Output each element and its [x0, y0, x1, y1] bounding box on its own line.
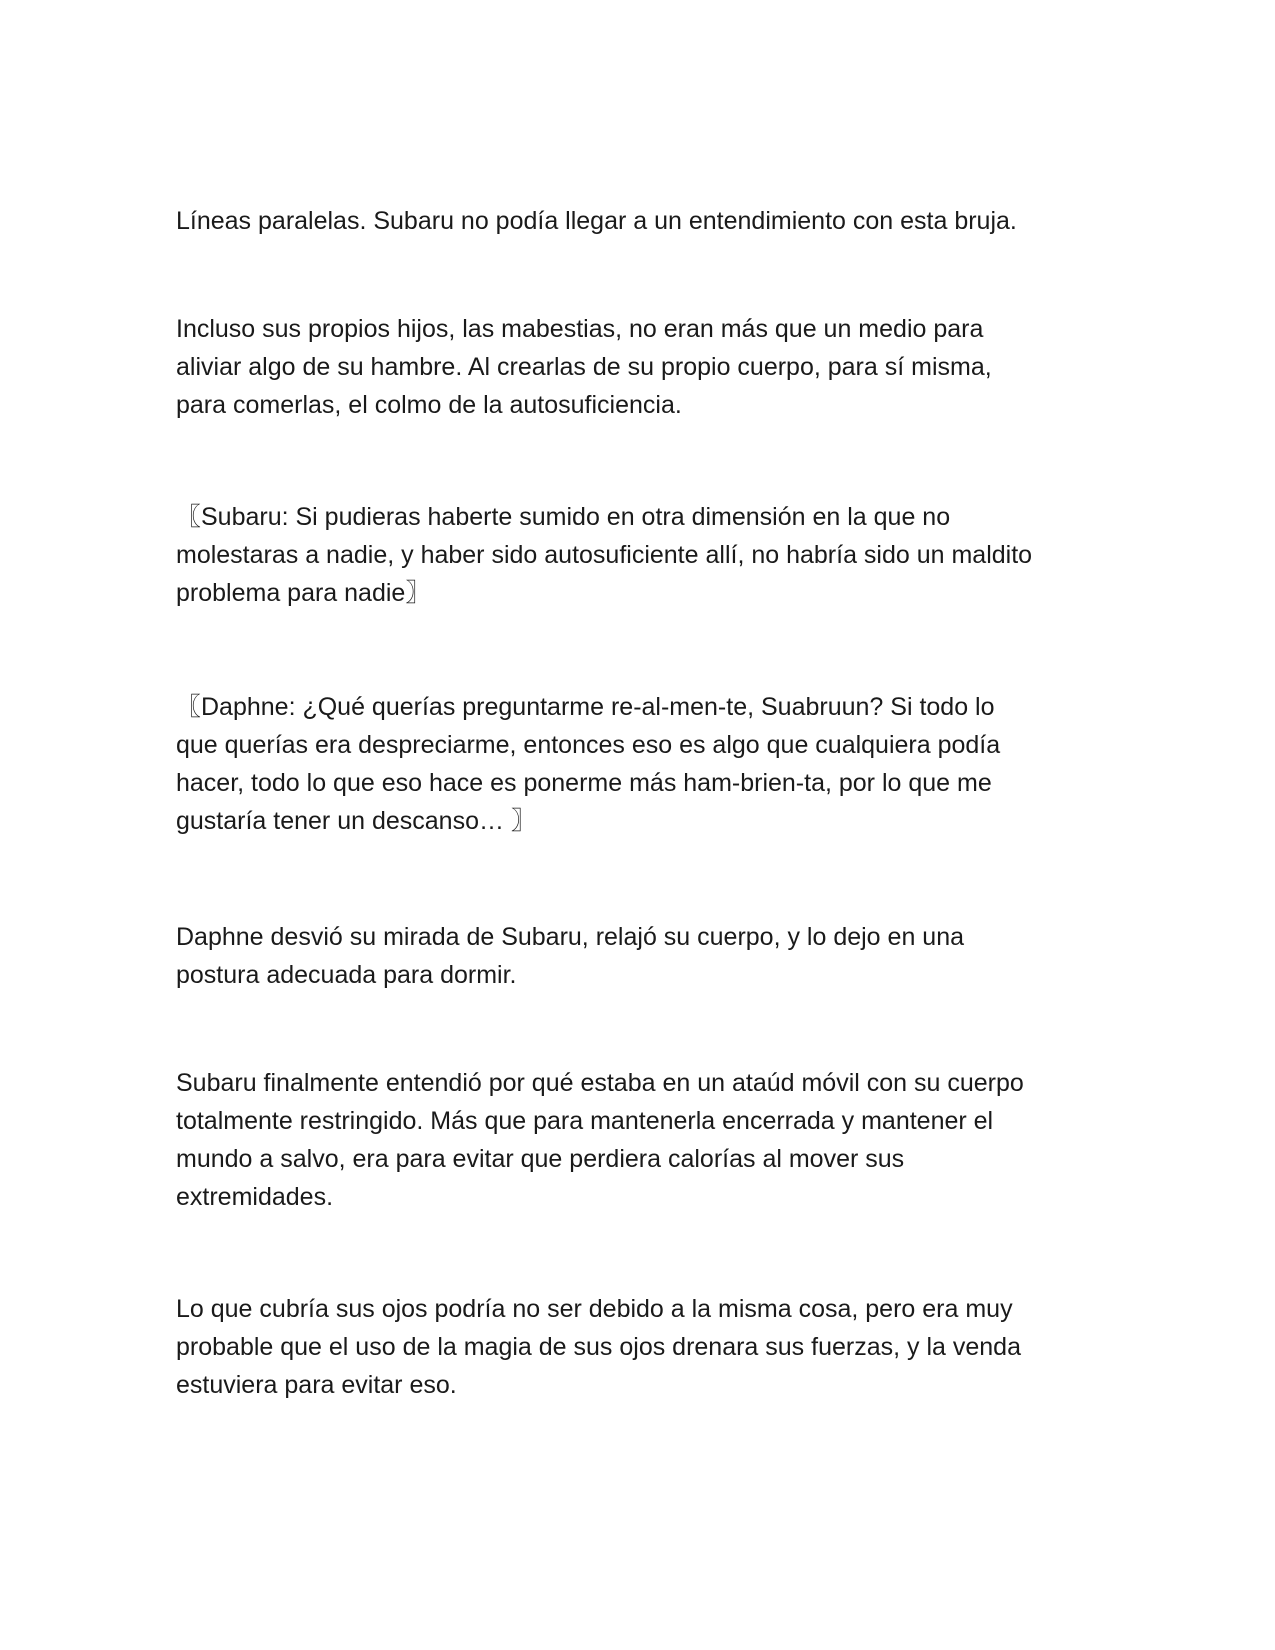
paragraph-7: Lo que cubría sus ojos podría no ser debido a la misma cosa, pero era muy probable que el uso de la magia de sus ojos drenara sus fuerzas, y la venda estuviera para evitar eso. — [176, 1295, 1021, 1399]
paragraph-4-dialogue-daphne: 〖Daphne: ¿Qué querías preguntarme re-al-men-te, Suabruun? Si todo lo que querías era despreciarme, entonces eso es algo que cualquiera podía hacer, todo lo que eso hace es ponerme más ham-brien-ta, por lo que me gustaría tener un descanso… 〗 — [176, 693, 1001, 835]
paragraph-2: Incluso sus propios hijos, las mabestias, no eran más que un medio para aliviar algo de su hambre. Al crearlas de su propio cuerpo, para sí misma, para comerlas, el colmo de la autosuficiencia. — [176, 315, 992, 419]
paragraph-1: Líneas paralelas. Subaru no podía llegar a un entendimiento con esta bruja. — [176, 207, 1017, 235]
paragraph-5: Daphne desvió su mirada de Subaru, relajó su cuerpo, y lo dejo en una postura adecuada para dormir. — [176, 923, 965, 989]
paragraph-3-dialogue-subaru: 〖Subaru: Si pudieras haberte sumido en otra dimensión en la que no molestaras a nadie, y haber sido autosuficiente allí, no habría sido un maldito problema para nadie〗 — [176, 503, 1033, 607]
paragraph-6: Subaru finalmente entendió por qué estaba en un ataúd móvil con su cuerpo totalmente restringido. Más que para mantenerla encerrada y mantener el mundo a salvo, era para evitar que perdiera calorías al mover sus extremidades. — [176, 1069, 1024, 1211]
